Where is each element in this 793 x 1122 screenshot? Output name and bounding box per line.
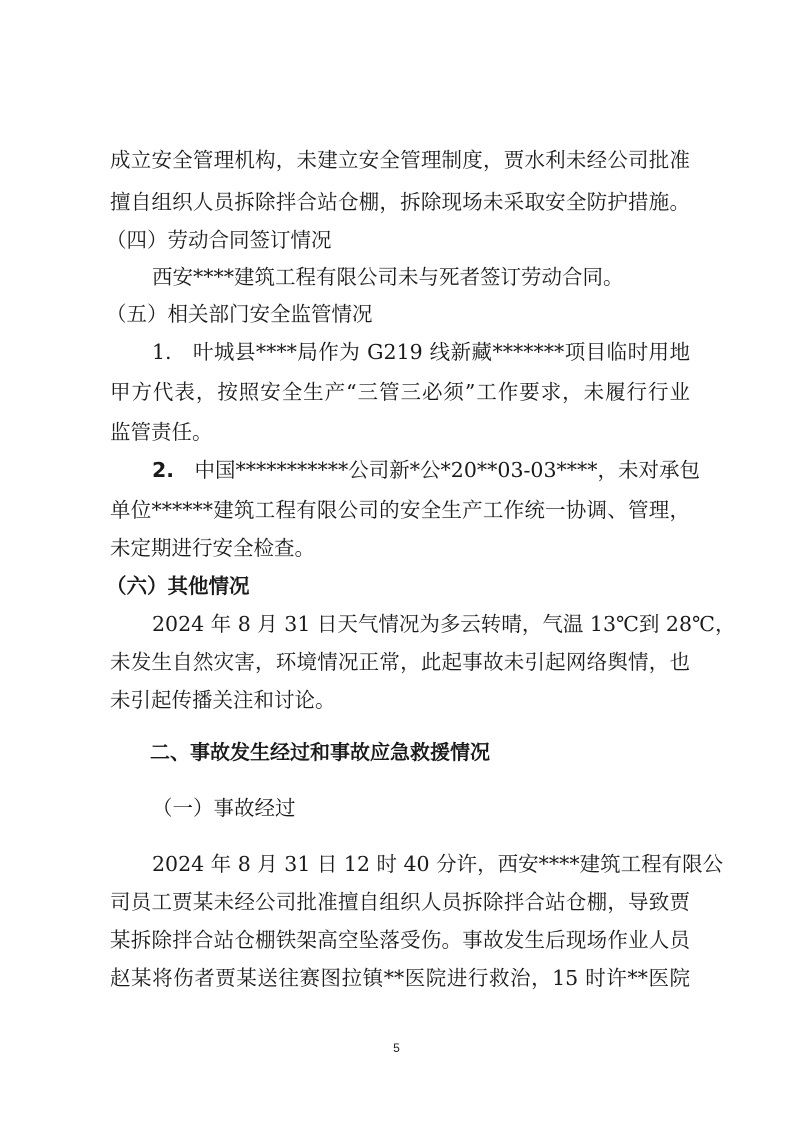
paragraph-line: 2024 年 8 月 31 日天气情况为多云转晴，气温 13℃到 28℃， xyxy=(152,612,736,636)
paragraph-line: 成立安全管理机构，未建立安全管理制度，贾水利未经公司批准 xyxy=(110,148,690,172)
paragraph-line: 单位******建筑工程有限公司的安全生产工作统一协调、管理， xyxy=(110,498,690,522)
paragraph-line: 某拆除拌合站仓棚铁架高空坠落受伤。事故发生后现场作业人员 xyxy=(110,928,690,952)
section-heading-4: （四）劳动合同签订情况 xyxy=(106,228,332,252)
paragraph-line: 2024 年 8 月 31 日 12 时 40 分许，西安****建筑工程有限公 xyxy=(152,852,724,876)
chapter-heading: 二、事故发生经过和事故应急救援情况 xyxy=(150,740,490,764)
subsection-heading: （一）事故经过 xyxy=(152,796,296,820)
paragraph-line: 西安****建筑工程有限公司未与死者签订劳动合同。 xyxy=(152,265,624,289)
paragraph-line: 司员工贾某未经公司批准擅自组织人员拆除拌合站仓棚，导致贾 xyxy=(110,890,690,914)
paragraph-text: 中国***********公司新*公*20**03-03****，未对承包 xyxy=(174,458,700,482)
section-heading-5: （五）相关部门安全监管情况 xyxy=(106,302,373,326)
section-heading-6: （六）其他情况 xyxy=(106,574,250,598)
paragraph-line: 甲方代表，按照安全生产“三管三必须”工作要求，未履行行业 xyxy=(110,380,690,404)
paragraph-line: 擅自组织人员拆除拌合站仓棚，拆除现场未采取安全防护措施。 xyxy=(110,190,690,214)
paragraph-line: 赵某将伤者贾某送往赛图拉镇**医院进行救治，15 时许**医院 xyxy=(110,966,690,990)
numbered-paragraph-line xyxy=(152,458,700,482)
page-number: 5 xyxy=(393,1041,400,1055)
paragraph-line: 1. 叶城县****局作为 G219 线新藏*******项目临时用地 xyxy=(152,340,690,364)
item-number: 2. xyxy=(152,458,175,482)
paragraph-line: 未发生自然灾害，环境情况正常，此起事故未引起网络舆情，也 xyxy=(110,650,690,674)
paragraph-line: 未引起传播关注和讨论。 xyxy=(110,688,336,712)
paragraph-line: 监管责任。 xyxy=(110,420,213,444)
paragraph-line: 未定期进行安全检查。 xyxy=(110,536,315,560)
